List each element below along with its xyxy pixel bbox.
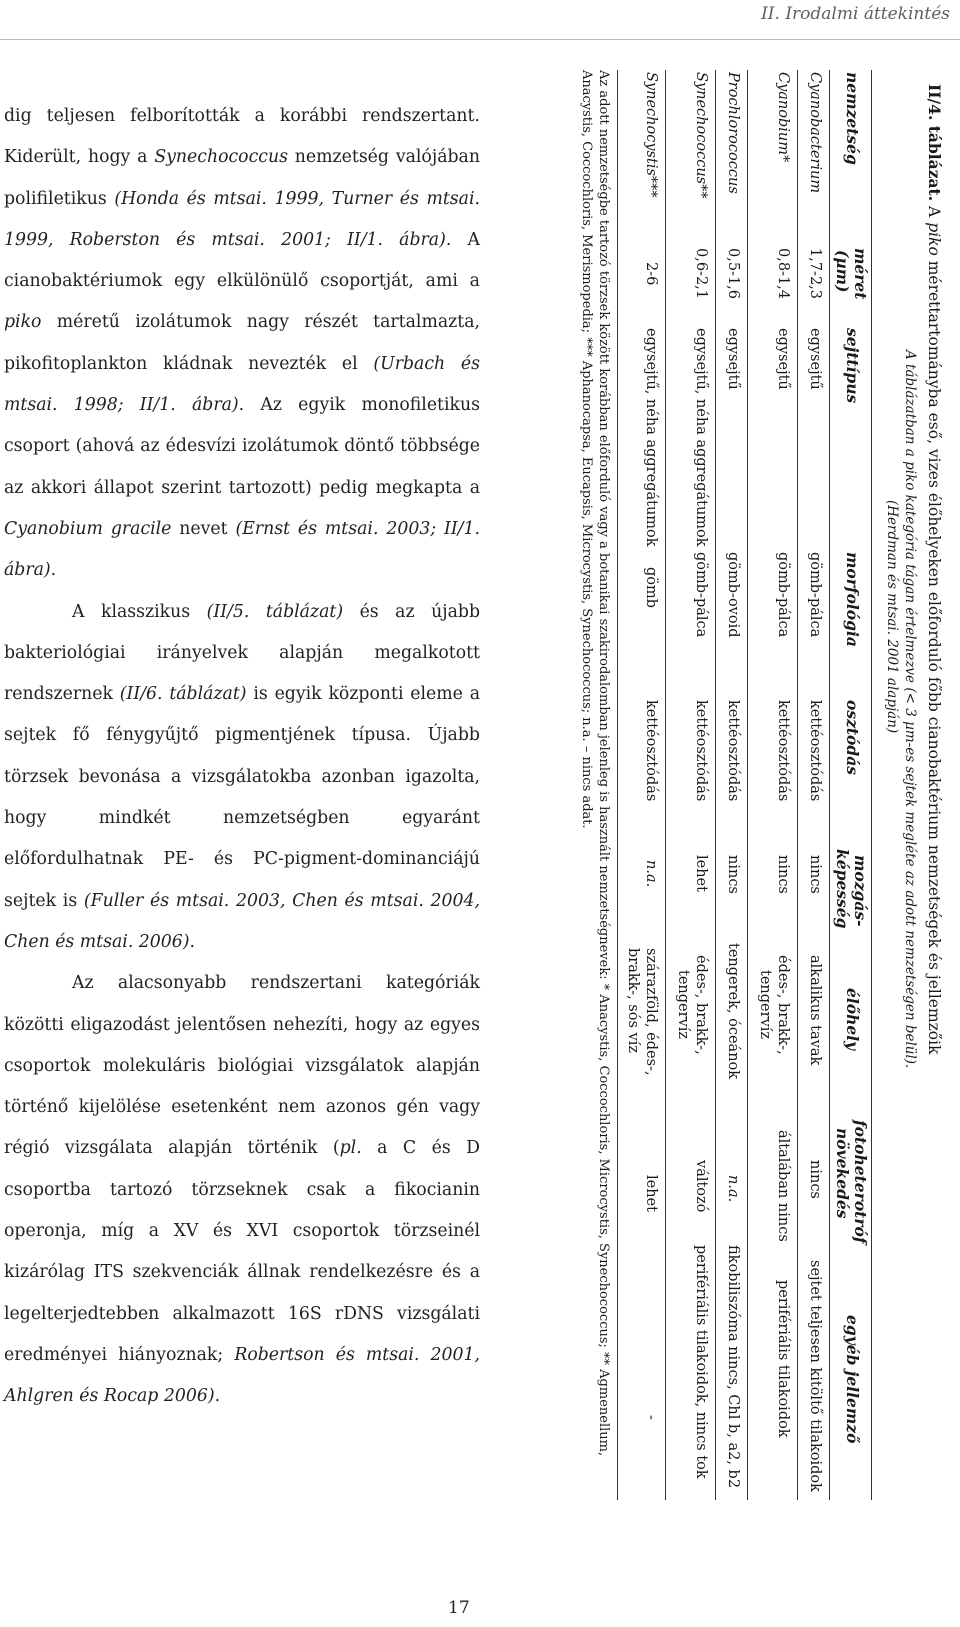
table-top-rule	[871, 70, 872, 1500]
citation: Robertson és mtsai. 2001, Ahlgren és Rocap 2006)	[4, 1344, 480, 1407]
paragraph-2: A klasszikus (II/5. táblázat) és az újabb bakteriológiai irányelvek alapján megalkotott rendszernek (II/6. táblázat) is egyik központi eleme a sejtek fő fénygyűjtő pigmentjének típusa. Újabb törzsek bevonása a vizsgálatokba azonban igazolta, hogy mindkét nemzetségben egyaránt előfordulhatnak PE- és PC-pigment-dominanciájú sejtek is (Fuller és mtsai. 2003, Chen és mtsai. 2004, Chen és mtsai. 2006).	[4, 601, 481, 952]
header-size: méret	[851, 248, 870, 300]
table-source: (Herdman és mtsai. 2001 alapján)	[884, 500, 900, 734]
header-habitat: élőhely	[843, 988, 862, 1051]
header-photoheterotroph: fotoheterotróf	[851, 1120, 870, 1244]
citation: (II/5. táblázat)	[206, 601, 344, 622]
header-genus: nemzetség	[843, 72, 862, 165]
citation: (Urbach és mtsai. 1998; II/1. ábra)	[4, 353, 480, 416]
citation: (II/6. táblázat)	[119, 684, 247, 705]
header-motility: mozgás-	[851, 855, 870, 927]
citation: (Ernst és mtsai. 2003; II/1. ábra)	[4, 518, 480, 581]
header-cell-type: sejttípus	[843, 328, 862, 404]
paragraph-3: Az alacsonyabb rendszertani kategóriák közötti eligazodást jelentősen nehezíti, hogy az egyes csoportok molekuláris biológiai vizsgálatok alapján történő kijelölése esetenként nem azonos gén vagy régió vizsgálata alapján történik (pl. a C és D csoportba tartozó törzseknek csak a fikocianin operonja, míg a XV és XVI csoportok törzseinél kizárólag ITS szekvenciák állnak rendelkezésre és a legelterjedtebben alkalmazott 16S rDNS vizsgálati eredményei hiányoznak; Robertson és mtsai. 2001, Ahlgren és Rocap 2006).	[4, 973, 480, 1407]
section-title: II. Irodalmi áttekintés	[761, 4, 950, 24]
paragraph-1: dig teljesen felborították a korábbi rendszertant. Kiderült, hogy a Synechococcus nemzetség valójában polifiletikus (Honda és mtsai. 1999, Turner és mtsai. 1999, Roberston és mtsai. 2001; II/1. ábra). A cianobaktériumok egy elkülönülő csoportját, ami a piko méretű izolátumok nagy részét tartalmazta, pikofitoplankton kládnak nevezték el (Urbach és mtsai. 1998; II/1. ábra). Az egyik monofiletikus csoport (ahová az édesvízi izolátumok döntő többsége az akkori állapot szerint tartozott) pedig megkapta a Cyanobium gracile nevet (Ernst és mtsai. 2003; II/1. ábra).	[4, 106, 480, 581]
header-morphology: morfológia	[843, 552, 862, 647]
header-division: osztódás	[843, 700, 862, 775]
header-photoheterotroph-2: növekedés	[833, 1128, 852, 1219]
body-text-column	[4, 96, 480, 1418]
citation: (Honda és mtsai. 1999, Turner és mtsai. 1999, Roberston és mtsai. 2001; II/1. ábra)	[4, 188, 480, 250]
rotated-table-figure: II/4. táblázat. A piko mérettartományba eső, vizes élőhelyeken előforduló főbb cianobaktérium nemzetségek és jellemzőik (Herdman és mtsai. 2001 alapján) A táblázatban a piko kategória tágan értelmezve (< 3 µm-es sejtek megléte az adott nemzetségen belül). nemzetség méret (µm) sejttípus morfológia osztódás mozgás- képesség élőhely fotoheterotróf növekedés egyéb jellemző Cyanobacterium 1,7-2,3 egysejtű gömb-pálca kettéosztódás nincs alkalikus tavak nincs sejtet teljesen kitöltő tilakoidok Cyanobium* 0,8-1,4 egysejtű gömb-pálca kettéosztódás nincs édes-, brakk-, tengervíz általában nincs perifériális tilakoidok Prochlorococcus 0,5-1,6 egysejtű gömb-ovoid kettéosztódás nincs tengerek, óceánok n.a. fikobiliszóma nincs, Chl b, a2, b2 Synechococcus** 0,6-2,1 egysejtű, néha aggregátumok gömb-pálca kettéosztódás lehet édes-, brakk-, tengervíz változó perifériális tilakoidok, nincs tok Synechocystis*** 2-6 egysejtű, néha aggregátumok gömb kettéosztódás n.a. szárazföld, édes-, brakk-, sós víz lehet - Az adott nemzetségbe tartozó törzsek között korábban előforduló vagy a botanikai szakirodalomban jelenleg is használt nemzetségnevek: * Anacystis, Coccochloris, Microcystis, Synechococcus; ** Agmenellum, Anacystis, Coccochloris, Merismopedia; *** Aphanocapsa, Eucapsis, Microcystis, Synechococcus; n.a. – nincs adat.	[544, 70, 944, 1500]
table-subtitle: A táblázatban a piko kategória tágan értelmezve (< 3 µm-es sejtek megléte az adott nemzetségen belül).	[902, 350, 918, 1069]
header-rule	[829, 70, 830, 1500]
header-other: egyéb jellemző	[843, 1315, 862, 1444]
page-number: 17	[448, 1598, 470, 1618]
running-header	[0, 0, 960, 40]
table-bottom-rule	[617, 70, 618, 1500]
header-motility-2: képesség	[833, 849, 852, 929]
citation: (Fuller és mtsai. 2003, Chen és mtsai. 2004, Chen és mtsai. 2006)	[4, 890, 480, 952]
table-footnote: Az adott nemzetségbe tartozó törzsek között korábban előforduló vagy a botanikai szakirodalomban jelenleg is használt nemzetségnevek: * Anacystis, Coccochloris, Microcystis, Synechococcus; ** Agmenellum, Anacystis, Coccochloris, Merismopedia; *** Aphanocapsa, Eucapsis, Microcystis, Synechococcus; n.a. – nincs adat.	[579, 70, 611, 1457]
table-caption: II/4. táblázat. A piko mérettartományba eső, vizes élőhelyeken előforduló főbb cianobaktérium nemzetségek és jellemzőik	[925, 84, 944, 1055]
header-size-unit: (µm)	[833, 250, 852, 293]
